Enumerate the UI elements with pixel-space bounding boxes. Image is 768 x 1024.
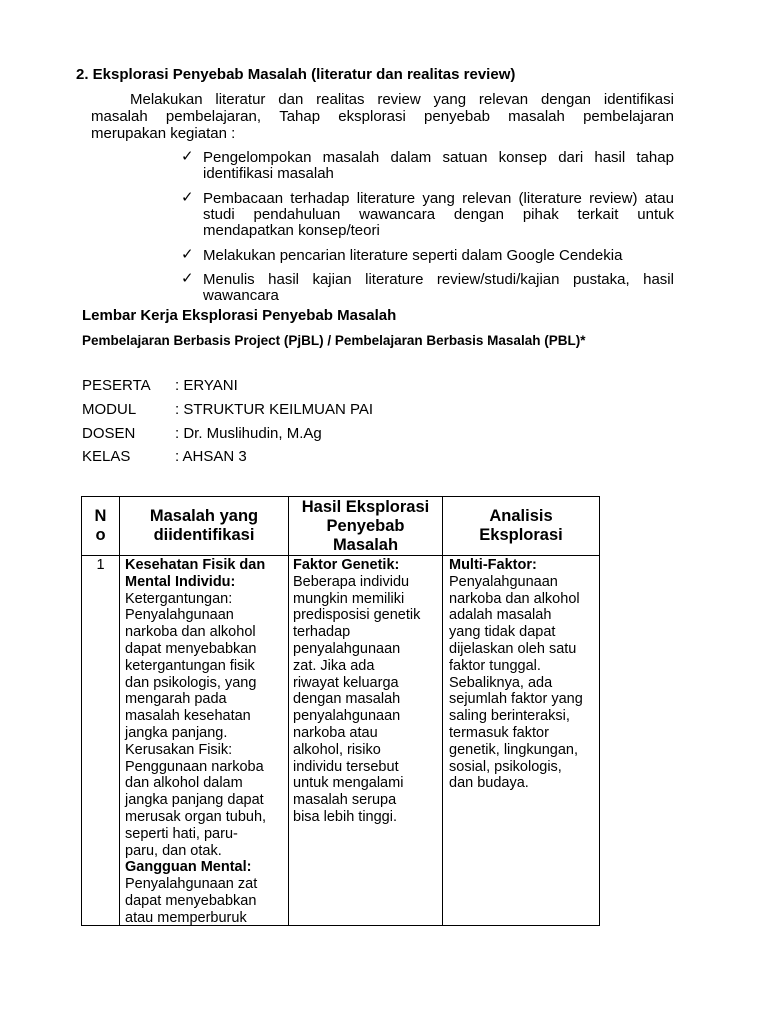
word: satuan [442, 149, 488, 166]
word: Pengelompokan [203, 149, 312, 166]
cell-line: yang tidak dapat [449, 624, 556, 641]
cell-line: Ketergantungan: [125, 590, 233, 607]
bullet-3-line-1: Melakukan pencarian literature seperti dalam Google Cendekia [203, 247, 623, 264]
cell-line: terhadap [293, 624, 351, 641]
cell-line: alkohol, risiko [293, 741, 381, 758]
cell-line: penyalahgunaan [293, 708, 401, 725]
word: (literature [518, 190, 582, 207]
cell-line: narkoba atau [293, 724, 378, 741]
word: literature [365, 271, 424, 288]
identity-label: MODUL [82, 401, 137, 418]
cell-line: merusak organ tubuh, [125, 808, 267, 825]
word: hasil [594, 149, 626, 166]
cell-line: Faktor Genetik: [293, 557, 400, 573]
cell-line: sosial, psikologis, [449, 758, 562, 775]
cell-masalah [125, 557, 266, 927]
cell-line: dengan masalah [293, 691, 401, 708]
word: terhadap [290, 190, 350, 207]
cell-line: Gangguan Mental: [125, 859, 252, 876]
word: masalah [508, 108, 565, 125]
cell-line: riwayat keluarga [293, 674, 399, 691]
checkmark-icon: ✓ [181, 148, 194, 165]
cell-line: narkoba dan alkohol [449, 590, 580, 607]
intro-line-1 [130, 91, 674, 108]
word: relevan [478, 91, 529, 108]
checkmark-icon: ✓ [181, 246, 194, 263]
word: Tahap [279, 108, 321, 125]
cell-line: predisposisi genetik [293, 607, 421, 624]
cell-line: Penyalahgunaan [449, 573, 558, 590]
table-header-divider [81, 555, 600, 556]
word: kajian [312, 271, 352, 288]
word: tahap [636, 149, 674, 166]
cell-line: dan psikologis, yang [125, 674, 257, 691]
word: literatur [215, 91, 266, 108]
bullet-4-line-1 [203, 271, 674, 288]
word: hasil [268, 271, 299, 288]
checkmark-icon: ✓ [181, 189, 194, 206]
bullet-1-line-1 [203, 149, 674, 166]
word: review [377, 91, 421, 108]
cell-hasil [293, 557, 420, 826]
column-divider [442, 496, 443, 926]
word: hasil [643, 271, 674, 288]
cell-line: Penggunaan narkoba [125, 758, 264, 775]
word: studi [203, 206, 235, 223]
word: pendahuluan [253, 206, 341, 223]
word: Pembacaan [203, 190, 284, 207]
cell-line: Sebaliknya, ada [449, 674, 553, 691]
identity-value: : Dr. Muslihudin, M.Ag [175, 425, 322, 442]
header-no-line: N [94, 507, 107, 525]
cell-line: jangka panjang. [125, 724, 228, 741]
identity-row-dosen [82, 425, 682, 442]
word: pihak [522, 206, 559, 223]
cell-line: narkoba dan alkohol [125, 624, 256, 641]
cell-line: saling berinteraksi, [449, 708, 570, 725]
cell-line: dan alkohol dalam [125, 775, 243, 792]
word: wawancara [359, 206, 436, 223]
cell-line: individu tersebut [293, 758, 399, 775]
word: realitas [316, 91, 365, 108]
header-masalah [120, 507, 288, 545]
cell-line: sejumlah faktor yang [449, 691, 583, 708]
row-number: 1 [96, 557, 105, 573]
cell-line: adalah masalah [449, 607, 552, 624]
table-border-right [599, 496, 600, 926]
word: masalah [322, 149, 380, 166]
table-border-top [81, 496, 600, 497]
identity-value: : STRUKTUR KEILMUAN PAI [175, 401, 374, 418]
cell-analisis [449, 557, 583, 792]
bullet-1-line-2: identifikasi masalah [203, 165, 334, 182]
word: pembelajaran, [165, 108, 261, 125]
word: konsep [498, 149, 548, 166]
bullet-2-line-3: mendapatkan konsep/teori [203, 222, 380, 239]
word: untuk [637, 206, 674, 223]
identity-label: PESERTA [82, 377, 151, 394]
worksheet-subtitle: Pembelajaran Berbasis Project (PjBL) / Pembelajaran Berbasis Masalah (PBL)* [82, 333, 586, 348]
identity-row-modul [82, 401, 682, 418]
header-no [82, 507, 119, 545]
column-divider [288, 496, 289, 926]
cell-line: faktor tunggal. [449, 657, 541, 674]
intro-line-3: merupakan kegiatan : [91, 125, 236, 142]
word: dengan [453, 206, 504, 223]
word: penyebab [424, 108, 490, 125]
identity-value: : AHSAN 3 [175, 448, 247, 465]
column-divider [119, 496, 120, 926]
identity-label: KELAS [82, 448, 131, 465]
section-heading: 2. Eksplorasi Penyebab Masalah (literatur dan realitas review) [76, 66, 516, 83]
word: eksplorasi [338, 108, 406, 125]
cell-line: paru, dan otak. [125, 842, 222, 859]
cell-line: jangka panjang dapat [125, 792, 264, 809]
word: review) [589, 190, 638, 207]
cell-line: Kerusakan Fisik: [125, 741, 233, 758]
cell-line: Penyalahgunaan zat [125, 876, 258, 893]
word: yang [433, 91, 467, 108]
identity-label: DOSEN [82, 425, 136, 442]
intro-line-2 [91, 108, 674, 125]
word: literature [356, 190, 416, 207]
cell-line: Mental Individu: [125, 573, 236, 590]
header-no-line: o [95, 526, 106, 544]
word: pustaka, [572, 271, 630, 288]
header-hasil-line: Masalah [332, 536, 399, 554]
header-analisis-line: Analisis [489, 507, 553, 525]
cell-line: bisa lebih tinggi. [293, 808, 397, 825]
word: terkait [577, 206, 619, 223]
cell-line: masalah kesehatan [125, 708, 251, 725]
header-masalah-line: diidentifikasi [153, 526, 255, 544]
checkmark-icon: ✓ [181, 270, 194, 287]
header-hasil [289, 498, 442, 555]
word: Menulis [203, 271, 255, 288]
identity-row-kelas [82, 448, 682, 465]
header-hasil-line: Penyebab [326, 517, 405, 535]
header-hasil-line: Hasil Eksplorasi [301, 498, 430, 516]
word: dan [278, 91, 304, 108]
cell-line: dan budaya. [449, 775, 529, 792]
bullet-2-line-1 [203, 190, 674, 207]
cell-line: mungkin memiliki [293, 590, 405, 607]
word: pembelajaran [583, 108, 674, 125]
word: dari [558, 149, 584, 166]
word: review/studi/kajian [436, 271, 560, 288]
cell-line: Multi-Faktor: [449, 557, 537, 573]
header-analisis [443, 507, 599, 545]
cell-line: ketergantungan fisik [125, 657, 255, 674]
word: dalam [390, 149, 432, 166]
cell-line: Kesehatan Fisik dan [125, 557, 266, 573]
cell-line: mengarah pada [125, 691, 227, 708]
cell-line: masalah serupa [293, 792, 397, 809]
word: Melakukan [130, 91, 203, 108]
cell-line: Penyalahgunaan [125, 607, 234, 624]
word: identifikasi [603, 91, 674, 108]
cell-line: atau memperburuk [125, 909, 247, 926]
cell-line: termasuk faktor [449, 724, 549, 741]
bullet-2-line-2 [203, 206, 674, 223]
cell-line: dijelaskan oleh satu [449, 640, 577, 657]
bullet-4-line-2: wawancara [203, 287, 279, 304]
cell-line: dapat menyebabkan [125, 892, 257, 909]
identity-row-peserta [82, 377, 682, 394]
cell-line: seperti hati, paru- [125, 825, 238, 842]
cell-line: dapat menyebabkan [125, 640, 257, 657]
header-masalah-line: Masalah yang [149, 507, 259, 525]
cell-line: zat. Jika ada [293, 657, 375, 674]
word: masalah [91, 108, 148, 125]
word: relevan [462, 190, 512, 207]
word: atau [644, 190, 674, 207]
cell-line: Beberapa individu [293, 573, 410, 590]
cell-line: penyalahgunaan [293, 640, 401, 657]
word: dengan [540, 91, 592, 108]
cell-line: genetik, lingkungan, [449, 741, 578, 758]
cell-line: untuk mengalami [293, 775, 404, 792]
header-analisis-line: Eksplorasi [479, 526, 563, 544]
word: yang [422, 190, 455, 207]
worksheet-title: Lembar Kerja Eksplorasi Penyebab Masalah [82, 307, 397, 324]
identity-value: : ERYANI [175, 377, 238, 394]
